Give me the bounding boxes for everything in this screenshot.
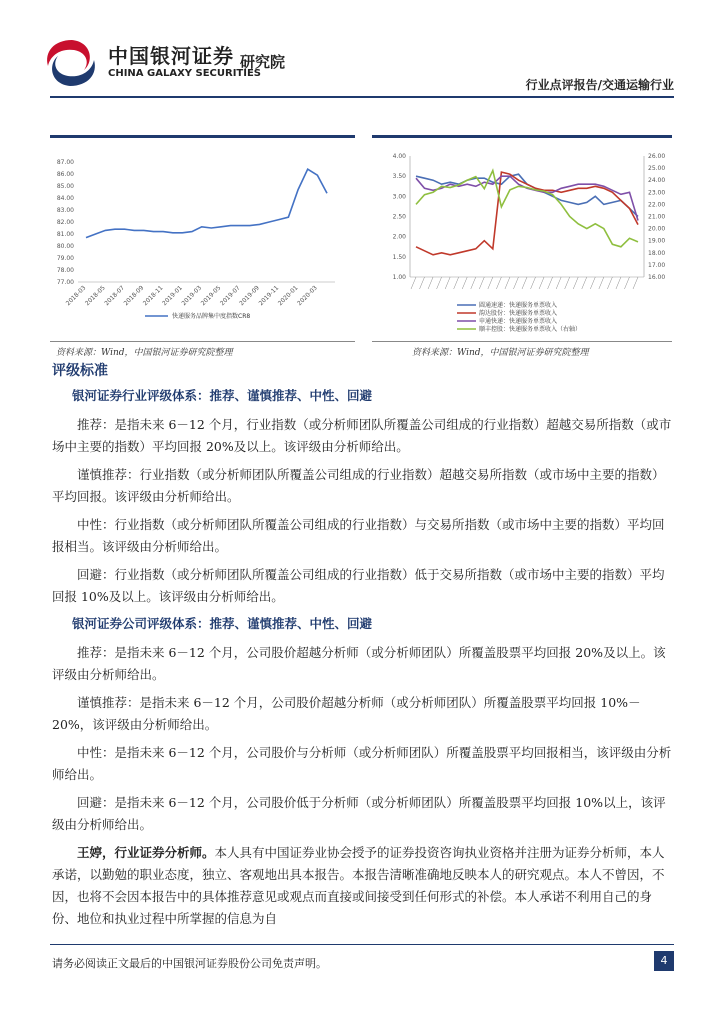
x-tick-mark [582,277,587,289]
unit-revenue-line-chart [372,145,672,340]
x-tick-mark [633,277,638,289]
y-right-tick-label: 26.00 [648,153,666,160]
x-tick-mark [471,277,476,289]
y-right-tick-label: 25.00 [648,165,666,173]
y-tick-label: 86.00 [56,171,74,178]
analyst-text: 本人具有中国证券业协会授予的证券投资咨询执业资格并注册为证券分析师，本人承诺，以勤勉的职业态度，独立、客观地出具本报告。本报告清晰准确地反映本人的研究观点。本人不曾因，不因，也将不会因本报告中的具体推荐意见或观点而直接或间接受到任何形式的补偿。本人承诺不利用自己的身份、地位和执业过程中所掌握的信息为自 [52,845,665,926]
x-tick-mark [624,277,629,289]
x-tick-label: 2019-11 [257,284,281,308]
x-tick-label: 2018-05 [84,284,107,308]
right-figure-source: 资料来源：Wind，中国银河证券研究院整理 [412,348,589,358]
company-rating-neutral: 中性：是指未来 6－12 个月，公司股价与分析师（或分析师团队）所覆盖股票平均回报相当，该评级由分析师给出。 [52,745,672,782]
x-tick-mark [607,277,612,289]
legend-label: 韵达股份：快递服务单票收入 [479,310,558,317]
rating-standards-section [52,360,672,936]
y-right-tick-label: 21.00 [648,213,666,221]
company-rating-recommend: 推荐：是指未来 6－12 个月，公司股价超越分析师（或分析师团队）所覆盖股票平均回报 20%及以上。该评级由分析师给出。 [52,645,666,682]
y-tick-label: 84.00 [56,195,74,202]
y-left-tick-label: 2.00 [392,233,406,241]
left-figure-bottom-rule [50,341,355,342]
x-tick-label: 2018-07 [103,284,126,308]
page-number: 4 [654,951,674,971]
x-tick-label: 2020-03 [296,284,319,308]
x-tick-mark [496,277,501,289]
industry-rating-title: 银河证券行业评级体系：推荐、谨慎推荐、中性、回避 [72,388,373,403]
industry-rating-neutral: 中性：行业指数（或分析师团队所覆盖公司组成的行业指数）与交易所指数（或市场中主要的指数）平均回报相当。该评级由分析师给出。 [52,517,665,554]
y-left-tick-label: 2.50 [392,213,406,221]
x-tick-mark [565,277,570,289]
y-right-tick-label: 20.00 [648,225,666,233]
x-tick-mark [531,277,536,289]
x-tick-label: 2019-01 [161,284,184,308]
y-left-tick-label: 4.00 [392,153,406,160]
report-type: 行业点评报告/交通运输行业 [525,78,674,92]
y-left-tick-label: 3.00 [392,193,406,201]
analyst-statement [52,842,672,930]
industry-rating-avoid: 回避：行业指数（或分析师团队所覆盖公司组成的行业指数）低于交易所指数（或市场中主要的指数）平均回报 10%及以上。该评级由分析师给出。 [52,567,665,604]
x-tick-label: 2019-03 [180,284,204,308]
y-tick-label: 85.00 [56,183,74,190]
y-right-tick-label: 19.00 [648,237,666,245]
institute-name: 研究院 [240,53,286,71]
x-tick-mark [479,277,484,289]
company-logo [40,36,310,90]
x-tick-mark [420,277,425,289]
analyst-name: 王婷，行业证券分析师。 [77,845,215,860]
x-tick-mark [411,277,416,289]
x-tick-mark [539,277,544,289]
series-line-cr8 [86,169,327,237]
y-tick-label: 77.00 [56,279,74,286]
company-rating-title: 银河证券公司评级体系：推荐、谨慎推荐、中性、回避 [72,616,373,631]
x-tick-mark [556,277,561,289]
x-tick-mark [437,277,442,289]
x-tick-mark [428,277,433,289]
x-tick-mark [522,277,527,289]
y-right-tick-label: 24.00 [648,177,666,185]
x-tick-mark [513,277,518,289]
y-right-tick-label: 22.00 [648,201,666,209]
y-left-tick-label: 1.00 [392,274,406,281]
y-tick-label: 82.00 [56,219,74,226]
x-tick-mark [599,277,604,289]
y-tick-label: 87.00 [56,159,74,166]
right-figure-bottom-rule [372,341,672,342]
series-line-0 [416,174,638,216]
footer-disclaimer: 请务必阅读正文最后的中国银河证券股份公司免责声明。 [52,957,327,970]
x-tick-label: 2019-05 [199,284,223,308]
y-tick-label: 78.00 [56,267,74,274]
x-tick-label: 2018-03 [64,284,88,308]
x-tick-mark [462,277,467,289]
y-left-tick-label: 3.50 [392,173,406,181]
company-rating-cautious: 谨慎推荐：是指未来 6－12 个月，公司股价超越分析师（或分析师团队）所覆盖股票平均回报 10%－20%，该评级由分析师给出。 [52,695,641,732]
company-name-en: CHINA GALAXY SECURITIES [108,68,261,79]
y-tick-label: 83.00 [56,207,74,214]
x-tick-mark [590,277,595,289]
y-right-tick-label: 23.00 [648,189,666,197]
x-tick-mark [454,277,459,289]
galaxy-logo-icon [40,36,104,90]
legend-label: 快递服务品牌集中度指数CR8 [172,313,251,320]
left-figure-source: 资料来源：Wind，中国银河证券研究院整理 [56,348,233,358]
company-name-cn: 中国银河证券 [108,44,234,68]
x-tick-mark [616,277,621,289]
legend-label: 顺丰控股：快递服务单票收入（右轴） [479,326,582,333]
x-tick-mark [548,277,553,289]
x-tick-label: 2019-09 [238,284,261,308]
y-tick-label: 81.00 [56,231,74,238]
y-tick-label: 80.00 [56,243,74,250]
x-tick-label: 2019-07 [218,284,242,308]
x-tick-mark [573,277,578,289]
x-tick-label: 2020-01 [276,284,300,308]
legend-label: 圆通速递：快递服务单票收入 [479,302,558,309]
y-right-tick-label: 16.00 [648,274,666,281]
x-tick-mark [505,277,510,289]
cr8-line-chart [50,145,350,335]
left-figure-top-rule [50,135,355,138]
y-right-tick-label: 18.00 [648,249,666,257]
footer-divider [50,944,674,945]
section-title: 评级标准 [52,363,108,379]
company-rating-avoid: 回避：是指未来 6－12 个月，公司股价低于分析师（或分析师团队）所覆盖股票平均回报 10%以上，该评级由分析师给出。 [52,795,666,832]
x-tick-mark [488,277,493,289]
industry-rating-cautious: 谨慎推荐：行业指数（或分析师团队所覆盖公司组成的行业指数）超越交易所指数（或市场中主要的指数）平均回报。该评级由分析师给出。 [52,467,665,504]
legend-label: 申通快递：快递服务单票收入 [479,318,558,325]
industry-rating-recommend: 推荐：是指未来 6－12 个月，行业指数（或分析师团队所覆盖公司组成的行业指数）超越交易所指数（或市场中主要的指数）平均回报 20%及以上。该评级由分析师给出。 [52,417,672,454]
x-tick-label: 2018-09 [122,284,146,308]
y-tick-label: 79.00 [56,255,74,262]
header-divider [50,96,674,98]
right-figure-top-rule [372,135,672,138]
y-right-tick-label: 17.00 [648,261,666,269]
x-tick-mark [445,277,450,289]
x-tick-label: 2018-11 [141,284,165,308]
y-left-tick-label: 1.50 [392,253,406,261]
